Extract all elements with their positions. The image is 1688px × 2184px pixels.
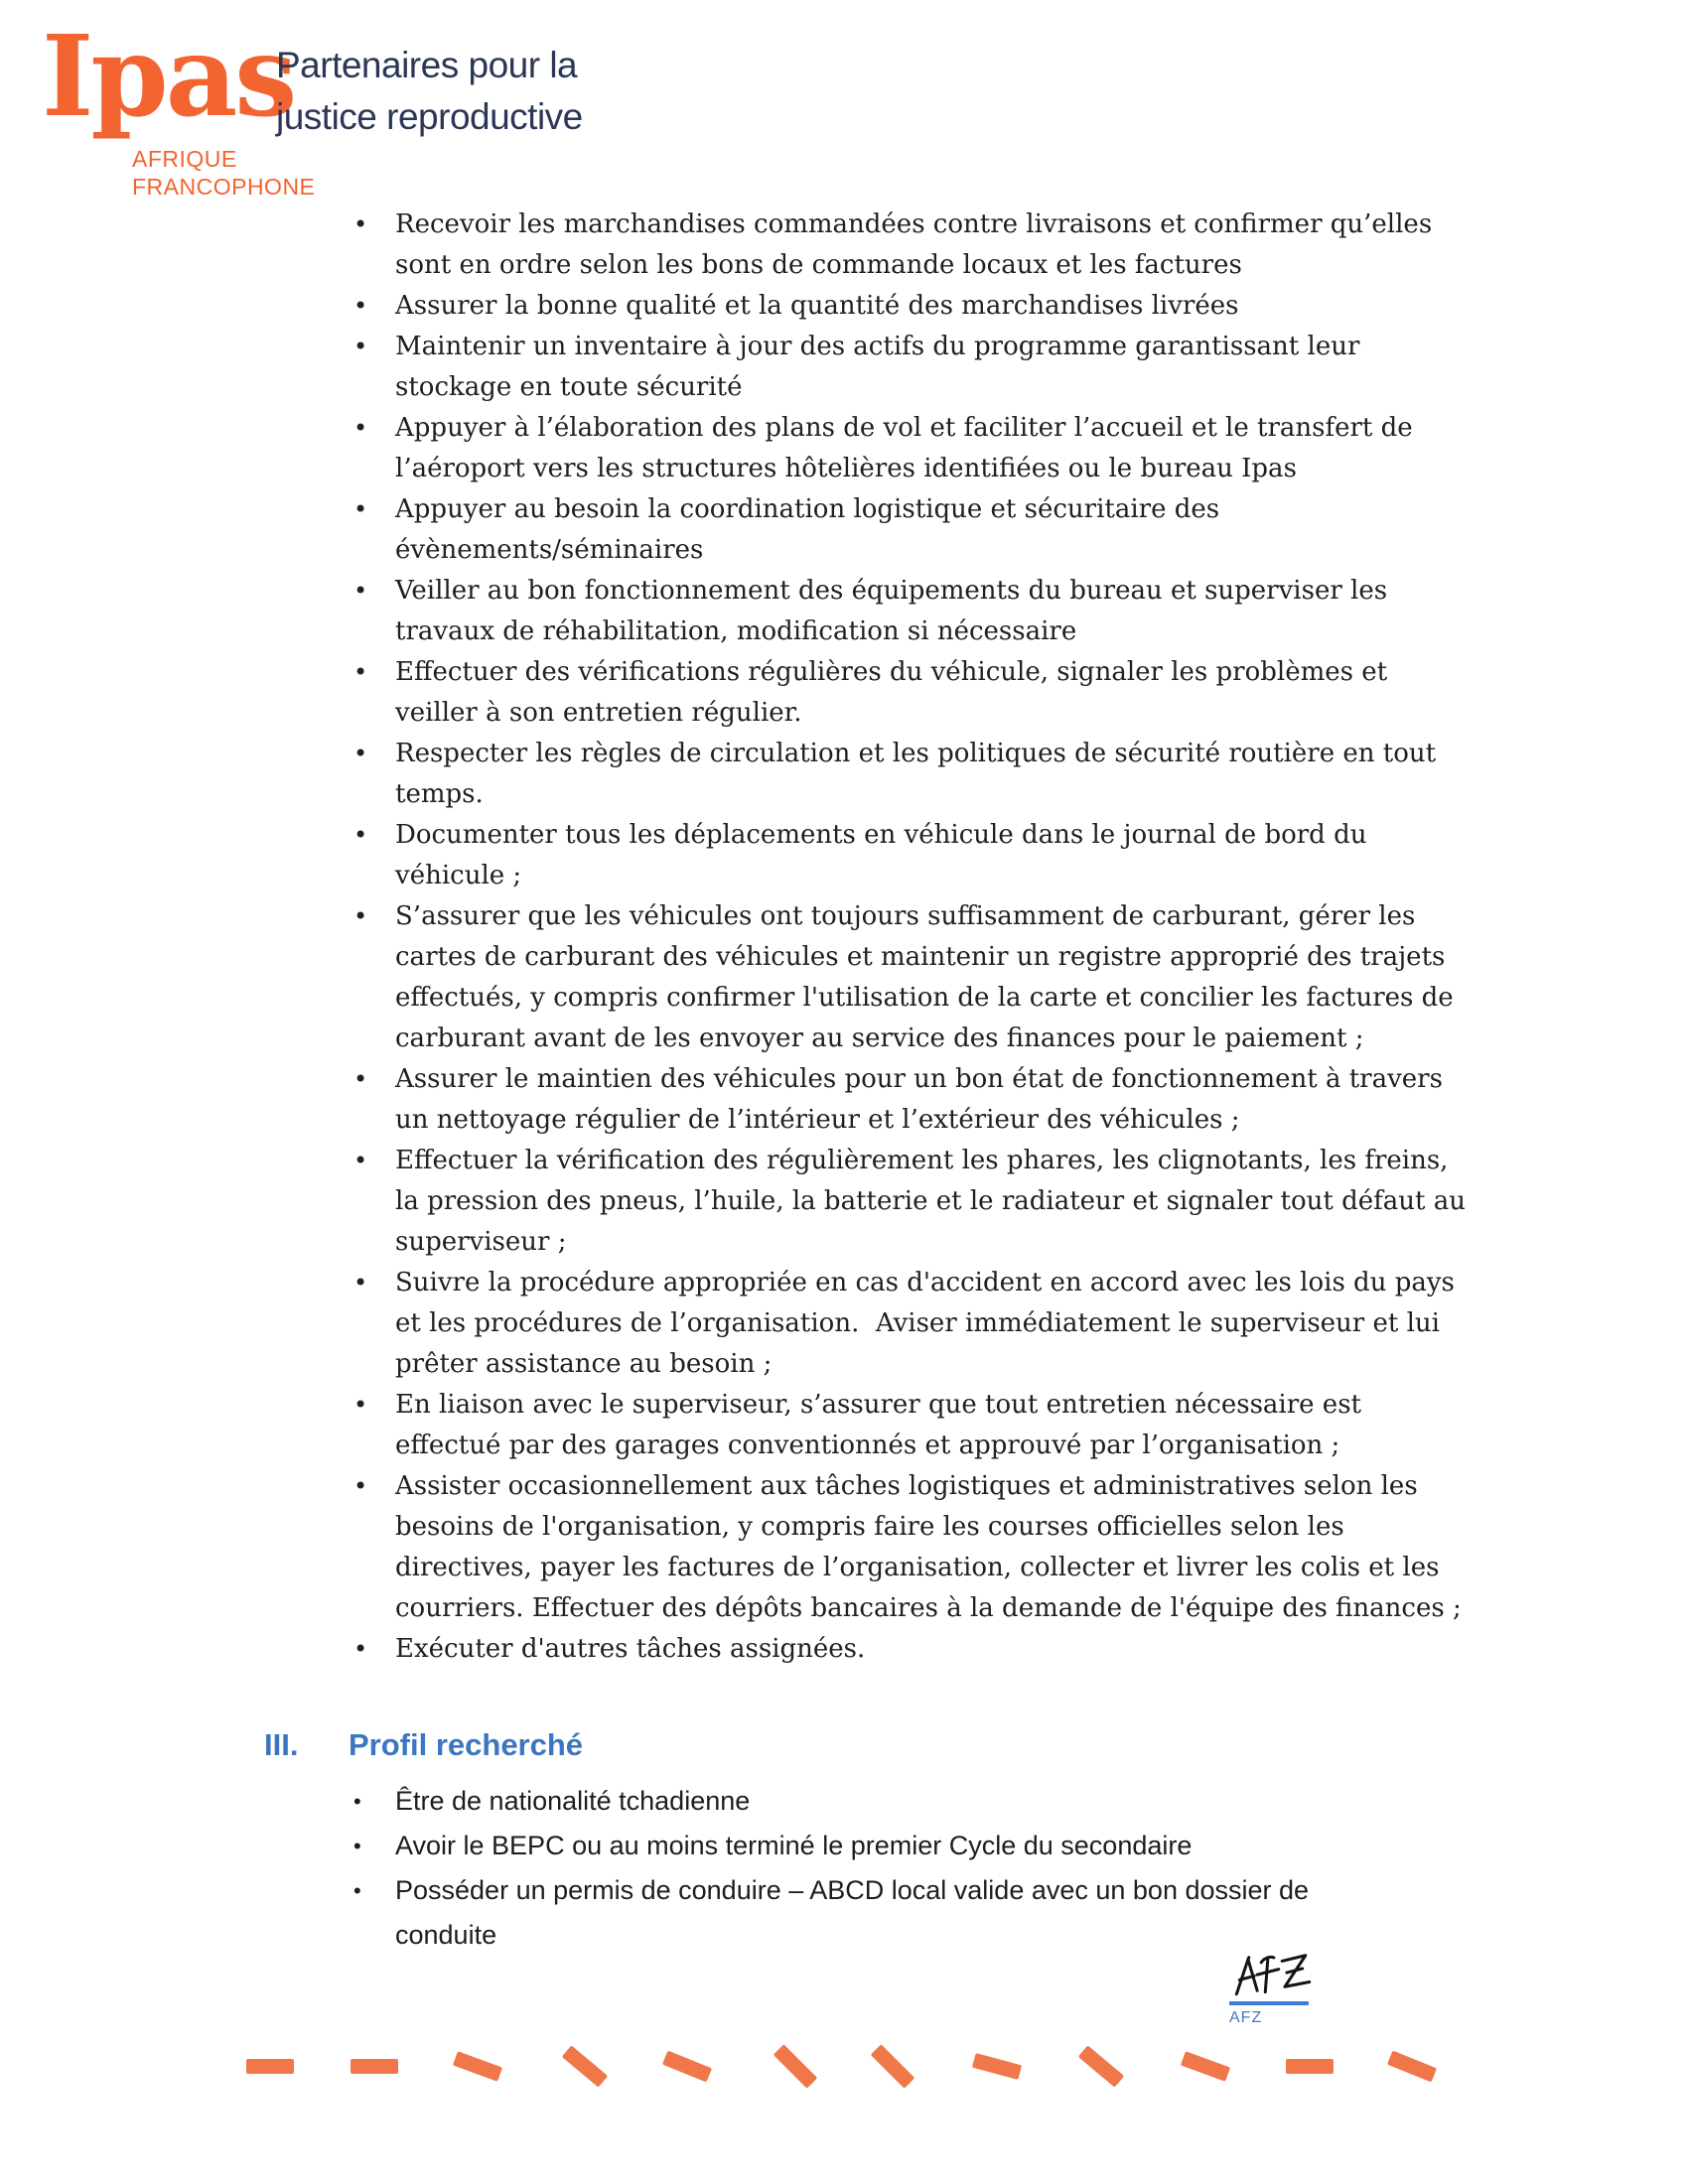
bullet-text-line: la pression des pneus, l’huile, la batterie et le radiateur et signaler tout défaut au bbox=[395, 1186, 1466, 1216]
bullet-dot: • bbox=[353, 740, 368, 767]
bullet-text bbox=[395, 1629, 1495, 1670]
bullet-text bbox=[395, 1466, 1495, 1629]
bullet-dot: • bbox=[353, 210, 368, 238]
bullet-item bbox=[353, 815, 1495, 896]
orange-dash bbox=[1181, 2051, 1230, 2082]
bullet-text-line: Veiller au bon fonctionnement des équipements du bureau et superviser les bbox=[395, 576, 1388, 606]
bullet-dot: • bbox=[353, 292, 368, 320]
bullet-text-line: cartes de carburant des véhicules et maintenir un registre approprié des trajets bbox=[395, 942, 1446, 972]
bullet-text-line: Être de nationalité tchadienne bbox=[395, 1786, 751, 1816]
bullet-dot: • bbox=[353, 1147, 368, 1174]
bullet-dot: • bbox=[353, 658, 368, 686]
logo-region-line2: FRANCOPHONE bbox=[132, 174, 316, 200]
bullet-item bbox=[353, 286, 1495, 327]
bullet-text bbox=[395, 1141, 1495, 1263]
orange-dash bbox=[562, 2045, 608, 2087]
signature-label: AFZ bbox=[1229, 2009, 1263, 2026]
bullet-dot: • bbox=[353, 821, 368, 849]
bullet-item bbox=[353, 652, 1495, 734]
section-title: Profil recherché bbox=[349, 1727, 584, 1762]
bullet-text-line: prêter assistance au besoin ; bbox=[395, 1349, 773, 1379]
bullet-item bbox=[353, 408, 1495, 489]
bullet-text bbox=[395, 1779, 1495, 1824]
orange-dash bbox=[972, 2053, 1022, 2080]
bullet-text-line: Documenter tous les déplacements en véhicule dans le journal de bord du bbox=[395, 820, 1367, 850]
bullet-item bbox=[353, 1868, 1495, 1958]
bullet-text bbox=[395, 1263, 1495, 1385]
bullet-text-line: temps. bbox=[395, 779, 484, 809]
bullet-text bbox=[395, 408, 1495, 489]
bullet-text bbox=[395, 1059, 1495, 1141]
bullet-text-line: Respecter les règles de circulation et les politiques de sécurité routière en tout bbox=[395, 739, 1437, 768]
orange-dash bbox=[774, 2044, 818, 2089]
bullet-dot: • bbox=[353, 333, 368, 360]
bullet-dot: • bbox=[353, 902, 368, 930]
bullet-dot: • bbox=[353, 1635, 368, 1663]
bullet-text-line: Effectuer la vérification des régulièrement les phares, les clignotants, les freins, bbox=[395, 1146, 1449, 1175]
bullet-item bbox=[353, 489, 1495, 571]
signature-underline bbox=[1229, 2001, 1309, 2005]
bullet-text-line: conduite bbox=[395, 1920, 497, 1950]
orange-dash bbox=[246, 2059, 294, 2074]
bullet-text-line: S’assurer que les véhicules ont toujours suffisamment de carburant, gérer les bbox=[395, 901, 1416, 931]
bullet-dot: • bbox=[353, 1472, 368, 1500]
bullet-text-line: Maintenir un inventaire à jour des actifs du programme garantissant leur bbox=[395, 332, 1360, 361]
bullet-item bbox=[353, 1141, 1495, 1263]
bullet-text bbox=[395, 896, 1495, 1059]
bullet-text-line: stockage en toute sécurité bbox=[395, 372, 743, 402]
bullet-item bbox=[353, 896, 1495, 1059]
bullet-item bbox=[353, 1059, 1495, 1141]
bullet-text-line: Assurer la bonne qualité et la quantité des marchandises livrées bbox=[395, 291, 1239, 321]
orange-dash bbox=[662, 2051, 712, 2083]
bullet-text bbox=[395, 327, 1495, 408]
bullet-item bbox=[353, 734, 1495, 815]
orange-dash bbox=[351, 2059, 398, 2074]
bullet-dot: • bbox=[353, 1834, 361, 1858]
ipas-logo: Ipas bbox=[42, 12, 295, 142]
handwritten-signature bbox=[1229, 1948, 1319, 1999]
bullet-text bbox=[395, 286, 1495, 327]
orange-dash bbox=[1286, 2059, 1334, 2074]
bullet-text-line: Recevoir les marchandises commandées contre livraisons et confirmer qu’elles bbox=[395, 209, 1433, 239]
bullet-item bbox=[353, 1385, 1495, 1466]
bullet-text-line: évènements/séminaires bbox=[395, 535, 704, 565]
bullet-dot: • bbox=[353, 1789, 361, 1814]
bullet-text-line: et les procédures de l’organisation. Aviser immédiatement le superviseur et lui bbox=[395, 1308, 1440, 1338]
section-numeral: III. bbox=[264, 1727, 299, 1762]
logo-region-text bbox=[132, 145, 315, 201]
bullet-item bbox=[353, 571, 1495, 652]
bullet-text bbox=[395, 1824, 1495, 1868]
bullet-text-line: Effectuer des vérifications régulières du véhicule, signaler les problèmes et bbox=[395, 657, 1388, 687]
bullet-text bbox=[395, 1868, 1495, 1958]
bullet-text bbox=[395, 1385, 1495, 1466]
bullet-dot: • bbox=[353, 1391, 368, 1419]
bullet-text-line: effectués, y compris confirmer l'utilisation de la carte et concilier les factures de bbox=[395, 983, 1454, 1013]
bullet-text-line: veiller à son entretien régulier. bbox=[395, 698, 802, 728]
bullet-text-line: besoins de l'organisation, y compris faire les courses officielles selon les bbox=[395, 1512, 1344, 1542]
bullet-item bbox=[353, 1824, 1495, 1868]
bullet-text-line: Avoir le BEPC ou au moins terminé le premier Cycle du secondaire bbox=[395, 1831, 1193, 1860]
bullet-text-line: effectué par des garages conventionnés et approuvé par l’organisation ; bbox=[395, 1431, 1340, 1460]
bullet-text-line: un nettoyage régulier de l’intérieur et l’extérieur des véhicules ; bbox=[395, 1105, 1240, 1135]
bullet-item bbox=[353, 1466, 1495, 1629]
bullet-text-line: Assister occasionnellement aux tâches logistiques et administratives selon les bbox=[395, 1471, 1418, 1501]
bullet-item bbox=[353, 1779, 1495, 1824]
profile-section-heading bbox=[264, 1725, 583, 1765]
orange-dash bbox=[1078, 2045, 1124, 2087]
logo-tagline-line2: justice reproductive bbox=[276, 96, 583, 137]
bullet-text-line: Appuyer au besoin la coordination logistique et sécuritaire des bbox=[395, 494, 1220, 524]
bullet-text-line: Assurer le maintien des véhicules pour un bon état de fonctionnement à travers bbox=[395, 1064, 1443, 1094]
bullet-text-line: l’aéroport vers les structures hôtelières identifiées ou le bureau Ipas bbox=[395, 454, 1297, 483]
bullet-item bbox=[353, 327, 1495, 408]
bullet-item bbox=[353, 205, 1495, 286]
bullet-text-line: directives, payer les factures de l’organisation, collecter et livrer les colis et les bbox=[395, 1553, 1440, 1582]
bullet-text-line: Posséder un permis de conduire – ABCD local valide avec un bon dossier de bbox=[395, 1875, 1310, 1905]
bullet-text-line: Appuyer à l’élaboration des plans de vol et faciliter l’accueil et le transfert de bbox=[395, 413, 1413, 443]
bullet-text-line: Suivre la procédure appropriée en cas d'accident en accord avec les lois du pays bbox=[395, 1268, 1455, 1297]
orange-dash bbox=[453, 2051, 502, 2082]
bullet-dot: • bbox=[353, 577, 368, 605]
logo-region-line1: AFRIQUE bbox=[132, 146, 237, 172]
bullet-dot: • bbox=[353, 495, 368, 523]
orange-dash bbox=[1387, 2051, 1437, 2083]
logo-tagline bbox=[276, 40, 583, 143]
bullet-dot: • bbox=[353, 1878, 361, 1903]
bullet-text-line: Exécuter d'autres tâches assignées. bbox=[395, 1634, 866, 1664]
bullet-text bbox=[395, 815, 1495, 896]
bullet-text bbox=[395, 734, 1495, 815]
bullet-item bbox=[353, 1263, 1495, 1385]
bullet-text-line: superviseur ; bbox=[395, 1227, 567, 1257]
bullet-text-line: travaux de réhabilitation, modification si nécessaire bbox=[395, 616, 1077, 646]
duties-bullet-list bbox=[353, 205, 1495, 1670]
bullet-text bbox=[395, 571, 1495, 652]
profile-bullet-list bbox=[353, 1779, 1495, 1958]
bullet-text bbox=[395, 205, 1495, 286]
bullet-text-line: courriers. Effectuer des dépôts bancaires à la demande de l'équipe des finances ; bbox=[395, 1593, 1462, 1623]
bullet-text bbox=[395, 652, 1495, 734]
bullet-dot: • bbox=[353, 414, 368, 442]
bullet-text-line: En liaison avec le superviseur, s’assurer que tout entretien nécessaire est bbox=[395, 1390, 1361, 1420]
bullet-text-line: sont en ordre selon les bons de commande locaux et les factures bbox=[395, 250, 1242, 280]
bullet-text bbox=[395, 489, 1495, 571]
bullet-text-line: véhicule ; bbox=[395, 861, 522, 890]
signature-block bbox=[1229, 1948, 1338, 2029]
bullet-text-line: carburant avant de les envoyer au service des finances pour le paiement ; bbox=[395, 1024, 1364, 1053]
bullet-dot: • bbox=[353, 1065, 368, 1093]
bullet-item bbox=[353, 1629, 1495, 1670]
orange-dash bbox=[871, 2044, 915, 2089]
bullet-dot: • bbox=[353, 1269, 368, 1297]
logo-tagline-line1: Partenaires pour la bbox=[276, 45, 578, 85]
